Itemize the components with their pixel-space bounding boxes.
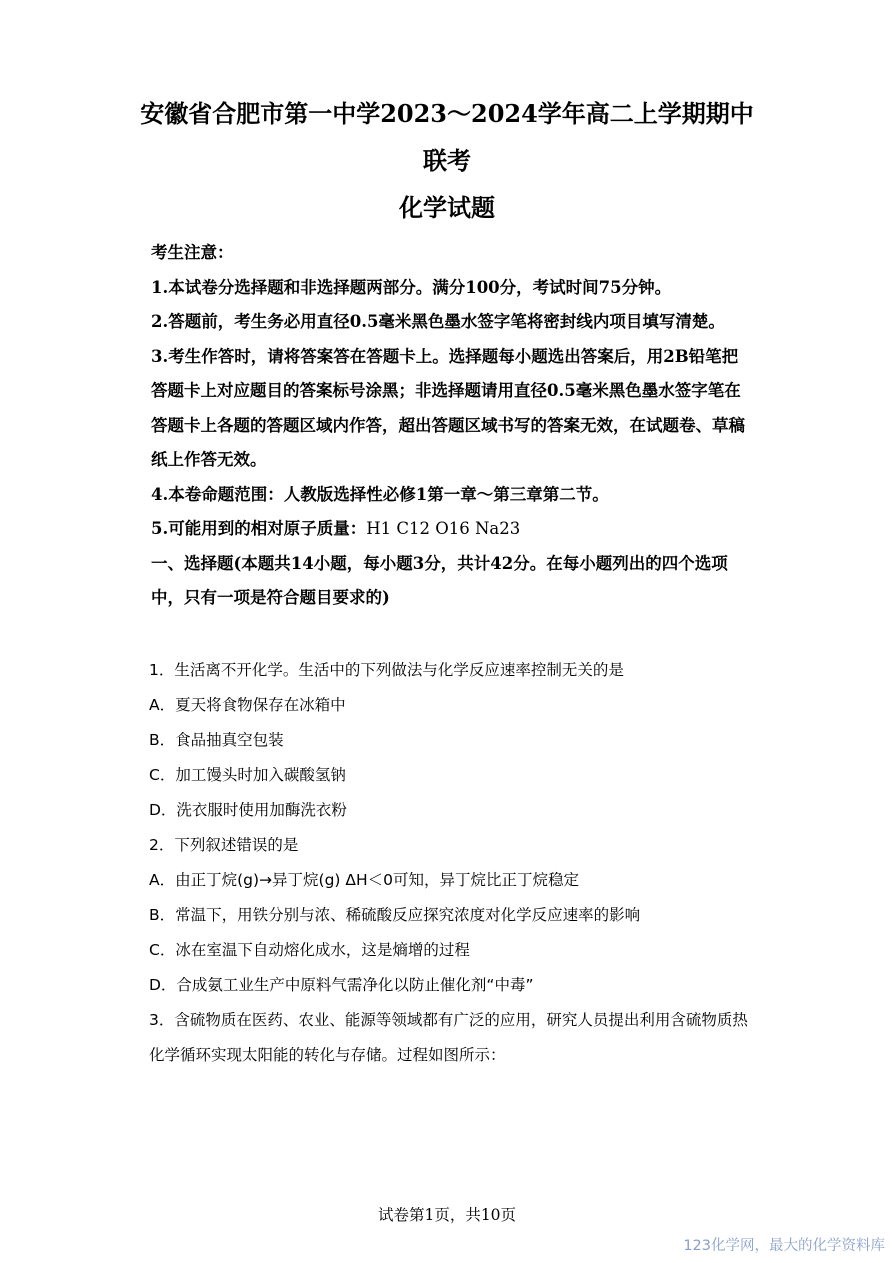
notes-item-1: 1.本试卷分选择题和非选择题两部分。满分100分，考试时间75分钟。 [151, 277, 672, 297]
notes-item-2: 2.答题前，考生务必用直径0.5毫米黑色墨水签字笔将密封线内项目填写清楚。 [151, 312, 725, 331]
notes-item-4: 4.本卷命题范围：人教版选择性必修1第一章～第三章第二节。 [151, 484, 609, 504]
question-2-option-d: D．合成氨工业生产中原料气需净化以防止催化剂“中毒” [149, 976, 534, 994]
notes-item-5 [151, 512, 751, 547]
notes-item-3: 3.考生作答时，请将答案答在答题卡上。选择题每小题选出答案后，用2B铅笔把答题卡上对应题目的答案标号涂黑；非选择题请用直径0.5毫米黑色墨水签字笔在答题卡上各题的答题区域内作答，超出答题区域书写的答案无效，在试题卷、草稿纸上作答无效。 [151, 346, 745, 469]
question-1-option-a: A．夏天将食物保存在冰箱中 [149, 696, 346, 714]
question-1-option-b: B．食品抽真空包装 [149, 731, 284, 749]
question-list [149, 653, 749, 1073]
atomic-mass-values: H1 C12 O16 Na23 [366, 519, 521, 538]
page-footer: 试卷第1页，共10页 [377, 1206, 517, 1224]
question-2-option-c: C．冰在室温下自动熔化成水，这是熵增的过程 [149, 941, 470, 959]
watermark: 123化学网，最大的化学资料库 [683, 1238, 885, 1254]
document-title-line1: 安徽省合肥市第一中学2023～2024学年高二上学期期中 [140, 99, 754, 128]
document-title-line2: 联考 [423, 146, 471, 175]
question-2-option-a: A．由正丁烷(g)→异丁烷(g) ΔH＜0可知，异丁烷比正丁烷稳定 [149, 871, 580, 889]
question-1-option-d: D．洗衣服时使用加酶洗衣粉 [149, 801, 347, 819]
notes-heading: 考生注意： [151, 243, 234, 262]
question-1-option-c: C．加工馒头时加入碳酸氢钠 [149, 766, 346, 784]
document-subtitle: 化学试题 [399, 193, 495, 222]
exam-notes [151, 236, 751, 616]
notes-item-5-label: 5.可能用到的相对原子质量： [151, 519, 367, 538]
section-heading: 一、选择题(本题共14小题，每小题3分，共计42分。在每小题列出的四个选项中，只有一项是符合题目要求的) [151, 553, 728, 607]
question-2-option-b: B．常温下，用铁分别与浓、稀硫酸反应探究浓度对化学反应速率的影响 [149, 906, 641, 924]
question-2-stem: 2．下列叙述错误的是 [149, 836, 299, 854]
question-3-stem: 3．含硫物质在医药、农业、能源等领域都有广泛的应用，研究人员提出利用含硫物质热化学循环实现太阳能的转化与存储。过程如图所示： [149, 1011, 748, 1064]
question-1-stem: 1．生活离不开化学。生活中的下列做法与化学反应速率控制无关的是 [149, 661, 624, 679]
